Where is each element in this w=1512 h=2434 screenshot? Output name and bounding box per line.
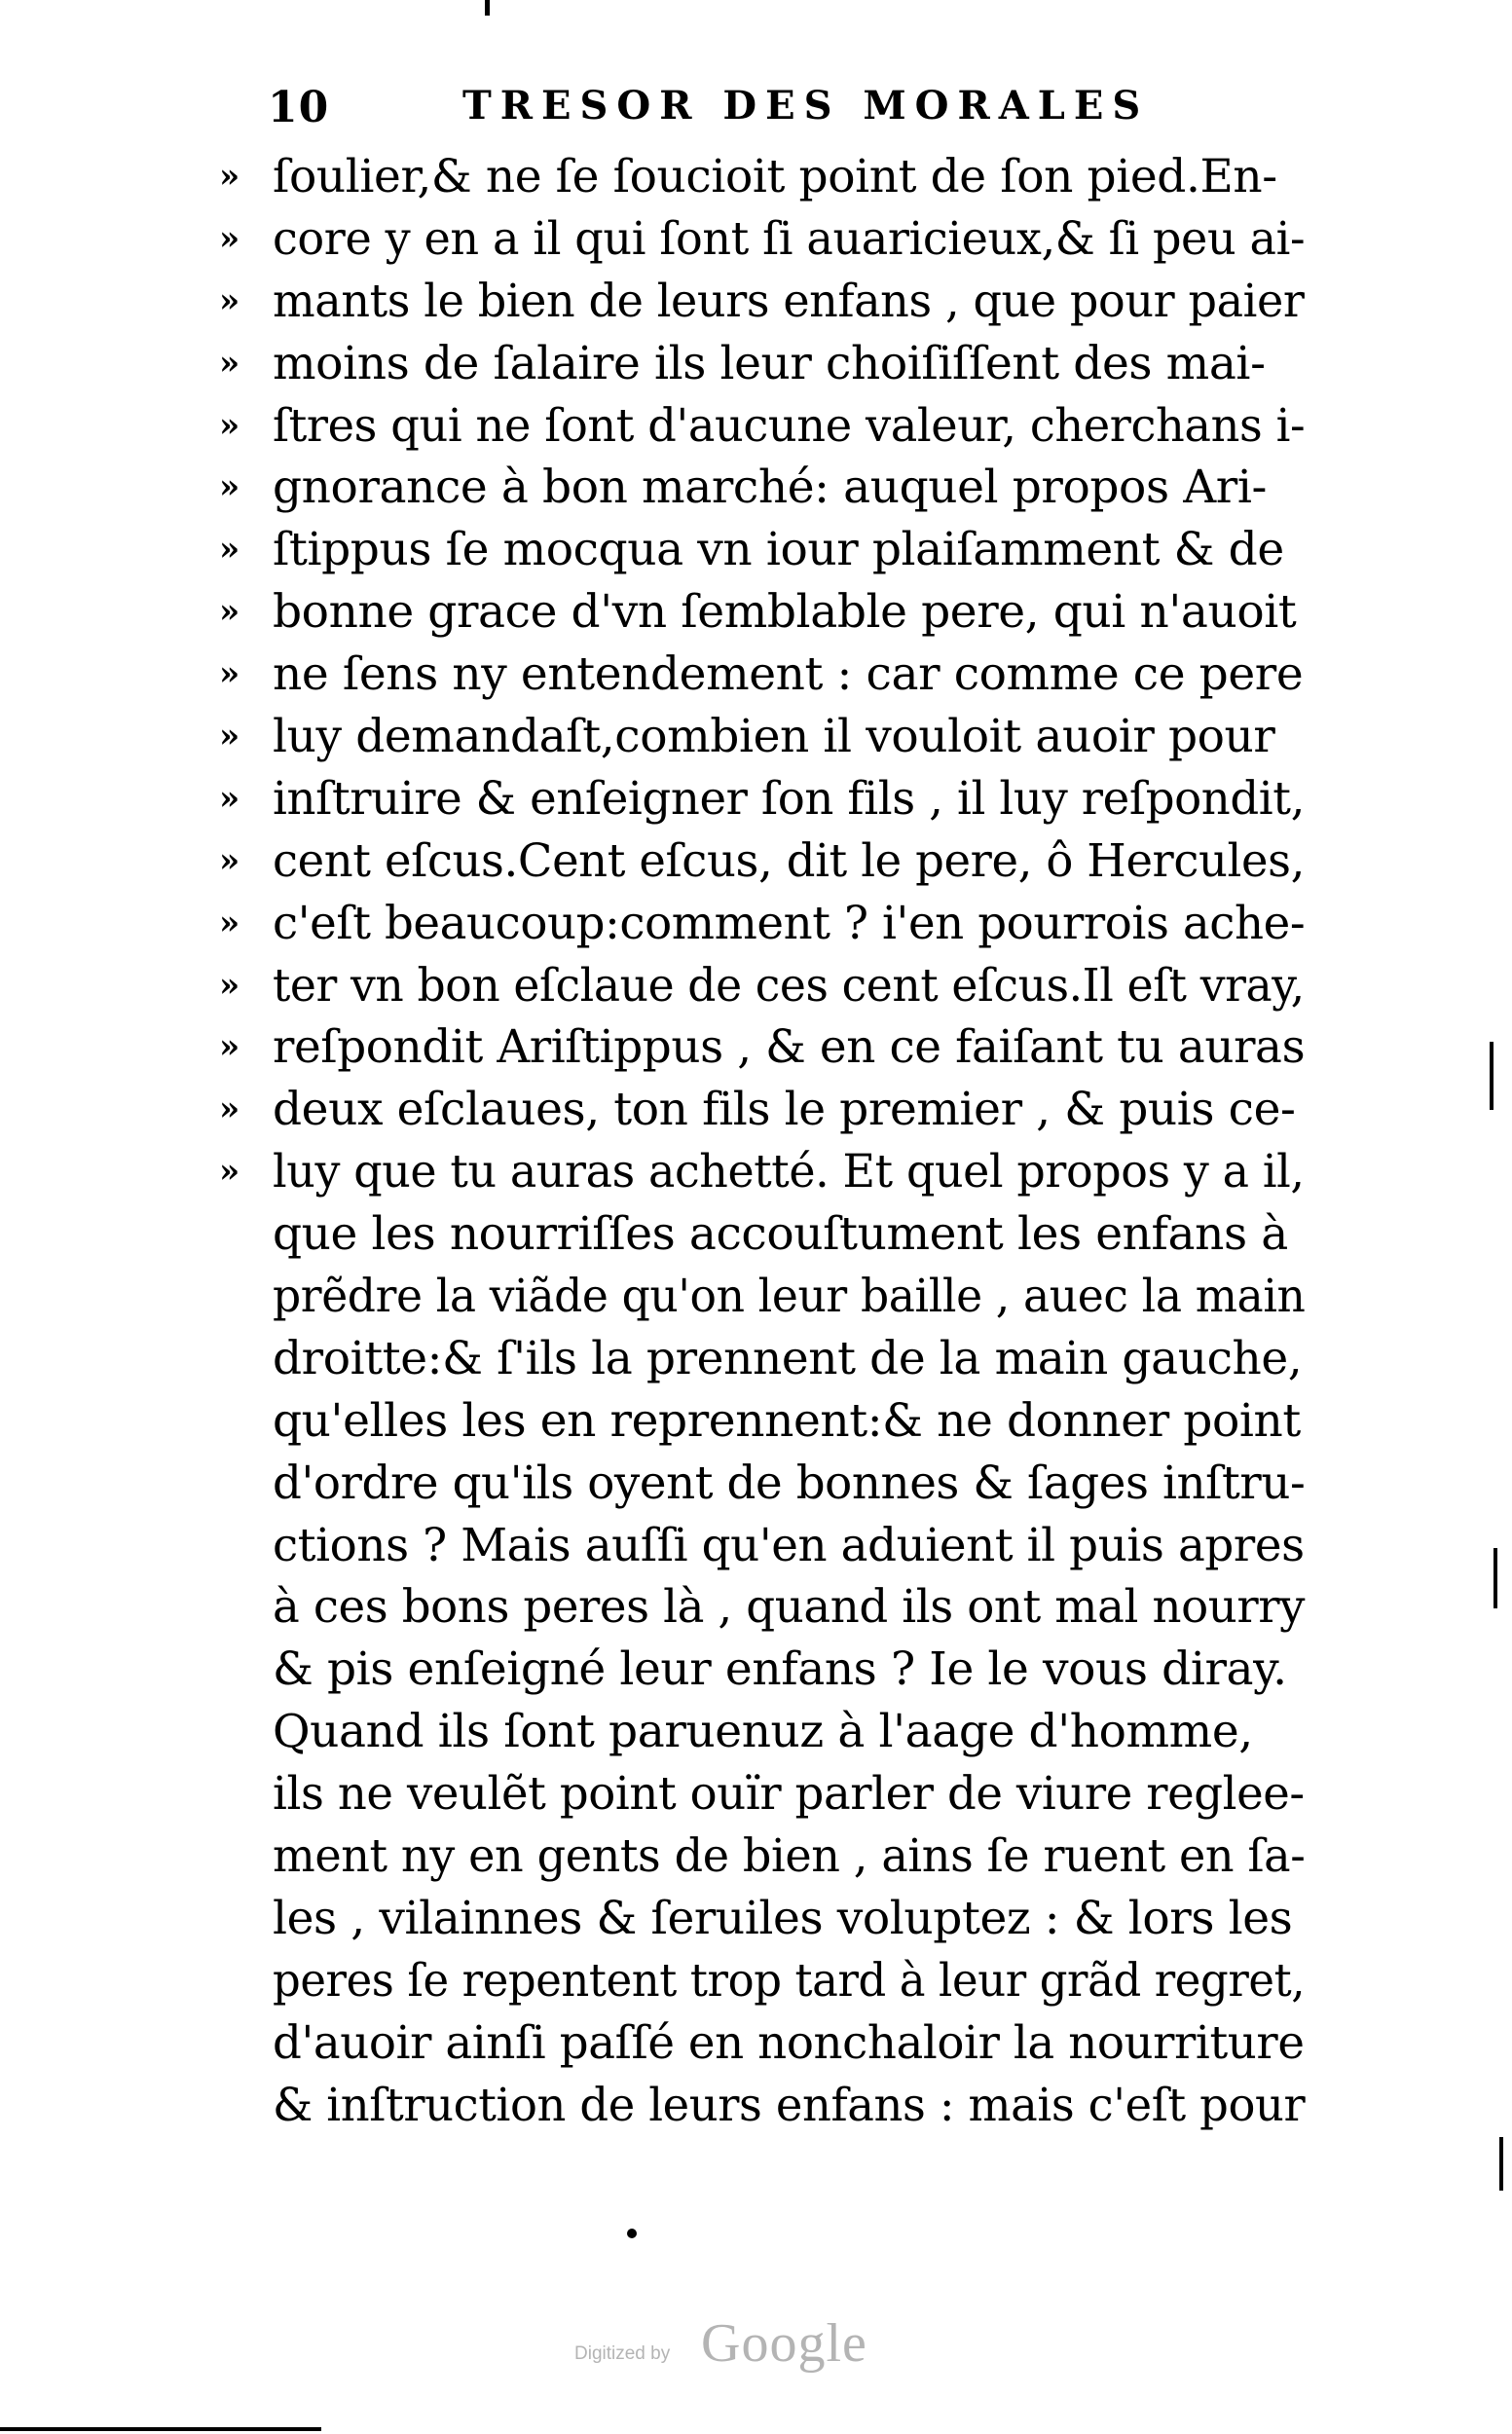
text-line [219, 1515, 1339, 1577]
right-margin-mark [1499, 2137, 1503, 2191]
text-line [219, 2075, 1339, 2137]
text-line [219, 146, 1339, 208]
line-text: ſtres qui ne ſont d'aucune valeur, cherchans i- [273, 398, 1306, 453]
line-text: ne ſens ny entendement : car comme ce pere [273, 647, 1304, 702]
text-line [219, 1701, 1339, 1763]
text-line [219, 1639, 1339, 1701]
quotation-marker: » [219, 467, 240, 507]
line-text: & inſtruction de leurs enfans : mais c'eſt pour [273, 2078, 1306, 2132]
text-line [219, 955, 1339, 1017]
line-text: d'ordre qu'ils oyent de bonnes & ſages inſtru- [273, 1456, 1306, 1510]
bottom-edge-rule [0, 2427, 321, 2431]
digitized-by-label: Digitized by [574, 2343, 671, 2364]
text-line [219, 768, 1339, 830]
right-margin-mark [1494, 1548, 1497, 1608]
quotation-marker: » [219, 1089, 240, 1129]
line-text: core y en a il qui ſont ſi auaricieux,& ſi peu ai- [273, 211, 1306, 266]
quotation-marker: » [219, 1152, 240, 1192]
text-line [219, 1826, 1339, 1888]
text-line [219, 706, 1339, 768]
line-text: à ces bons peres là , quand ils ont mal nourry [273, 1580, 1306, 1635]
text-line [219, 1390, 1339, 1453]
line-text: ſtippus ſe mocqua vn iour plaiſamment & de [273, 523, 1284, 577]
right-margin-mark [1490, 1042, 1494, 1110]
text-line [219, 1453, 1339, 1515]
line-text: ter vn bon eſclaue de ces cent eſcus.Il eſt vray, [273, 958, 1305, 1013]
text-line [219, 1888, 1339, 1950]
text-line [219, 2012, 1339, 2075]
text-line [219, 519, 1339, 581]
quotation-marker: » [219, 280, 240, 320]
line-text: mants le bien de leurs enfans , que pour paier [273, 274, 1305, 328]
quotation-marker: » [219, 654, 240, 694]
line-text: Quand ils ſont paruenuz à l'aage d'homme, [273, 1705, 1253, 1759]
running-title: TRESOR DES MORALES [462, 83, 1150, 129]
line-text: ils ne veulẽt point ouïr parler de viure reglee- [273, 1767, 1305, 1822]
quotation-marker: » [219, 530, 240, 570]
text-line [219, 271, 1339, 333]
text-line [219, 581, 1339, 644]
text-line [219, 1266, 1339, 1328]
line-text: que les nourriſſes accouſtument les enfans à [273, 1207, 1288, 1262]
text-line [219, 1328, 1339, 1390]
google-wordmark: Google [701, 2313, 867, 2374]
line-text: bonne grace d'vn ſemblable pere, qui n'auoit [273, 585, 1297, 640]
line-text: deux eſclaues, ton fils le premier , & puis ce- [273, 1083, 1296, 1137]
quotation-marker: » [219, 965, 240, 1005]
line-text: cent eſcus.Cent eſcus, dit le pere, ô Hercules, [273, 833, 1305, 888]
line-text: moins de ſalaire ils leur choiſiſſent des mai- [273, 336, 1266, 390]
text-line [219, 1203, 1339, 1266]
page-header [268, 83, 1183, 141]
top-edge-mark [485, 0, 490, 16]
text-line [219, 1950, 1339, 2012]
text-line [219, 395, 1339, 458]
text-line [219, 208, 1339, 271]
line-text: luy que tu auras achetté. Et quel propos y a il, [273, 1145, 1305, 1199]
line-text: droitte:& ſ'ils la prennent de la main gauche, [273, 1331, 1303, 1385]
digitization-watermark [574, 2312, 983, 2380]
body-text [219, 146, 1339, 2137]
text-line [219, 830, 1339, 893]
quotation-marker: » [219, 717, 240, 756]
line-text: qu'elles les en reprennent:& ne donner point [273, 1393, 1301, 1448]
text-line [219, 333, 1339, 395]
line-text: luy demandaſt,combien il vouloit auoir pour [273, 710, 1275, 764]
line-text: ſoulier,& ne ſe ſoucioit point de ſon pied.En- [273, 150, 1277, 203]
quotation-marker: » [219, 592, 240, 632]
line-text: les , vilainnes & ſeruiles voluptez : & lors les [273, 1891, 1293, 1945]
line-text: d'auoir ainſi paſſé en nonchaloir la nourriture [273, 2015, 1305, 2070]
quotation-marker: » [219, 343, 240, 383]
quotation-marker: » [219, 157, 240, 196]
text-line [219, 1576, 1339, 1639]
line-text: ment ny en gents de bien , ains ſe ruent en ſa- [273, 1829, 1306, 1884]
page-dot-mark [627, 2229, 637, 2238]
line-text: gnorance à bon marché: auquel propos Ari- [273, 461, 1267, 515]
line-text: ctions ? Mais auſſi qu'en aduient il puis apres [273, 1518, 1305, 1572]
line-text: reſpondit Ariſtippus , & en ce faiſant tu auras [273, 1020, 1306, 1075]
quotation-marker: » [219, 218, 240, 258]
quotation-marker: » [219, 405, 240, 445]
text-line [219, 457, 1339, 519]
quotation-marker: » [219, 778, 240, 818]
line-text: peres ſe repentent trop tard à leur grãd regret, [273, 1953, 1306, 2008]
text-line [219, 1016, 1339, 1079]
text-line [219, 1763, 1339, 1826]
line-text: & pis enſeigné leur enfans ? Ie le vous diray. [273, 1642, 1287, 1697]
text-line [219, 893, 1339, 955]
text-line [219, 1079, 1339, 1141]
text-line [219, 1141, 1339, 1203]
text-line [219, 644, 1339, 706]
line-text: prẽdre la viãde qu'on leur baille , auec la main [273, 1270, 1306, 1324]
page-number: 10 [268, 83, 330, 132]
line-text: inſtruire & enſeigner ſon fils , il luy reſpondit, [273, 771, 1306, 826]
quotation-marker: » [219, 840, 240, 880]
quotation-marker: » [219, 1027, 240, 1067]
line-text: c'eſt beaucoup:comment ? i'en pourrois ache- [273, 896, 1306, 950]
quotation-marker: » [219, 903, 240, 942]
